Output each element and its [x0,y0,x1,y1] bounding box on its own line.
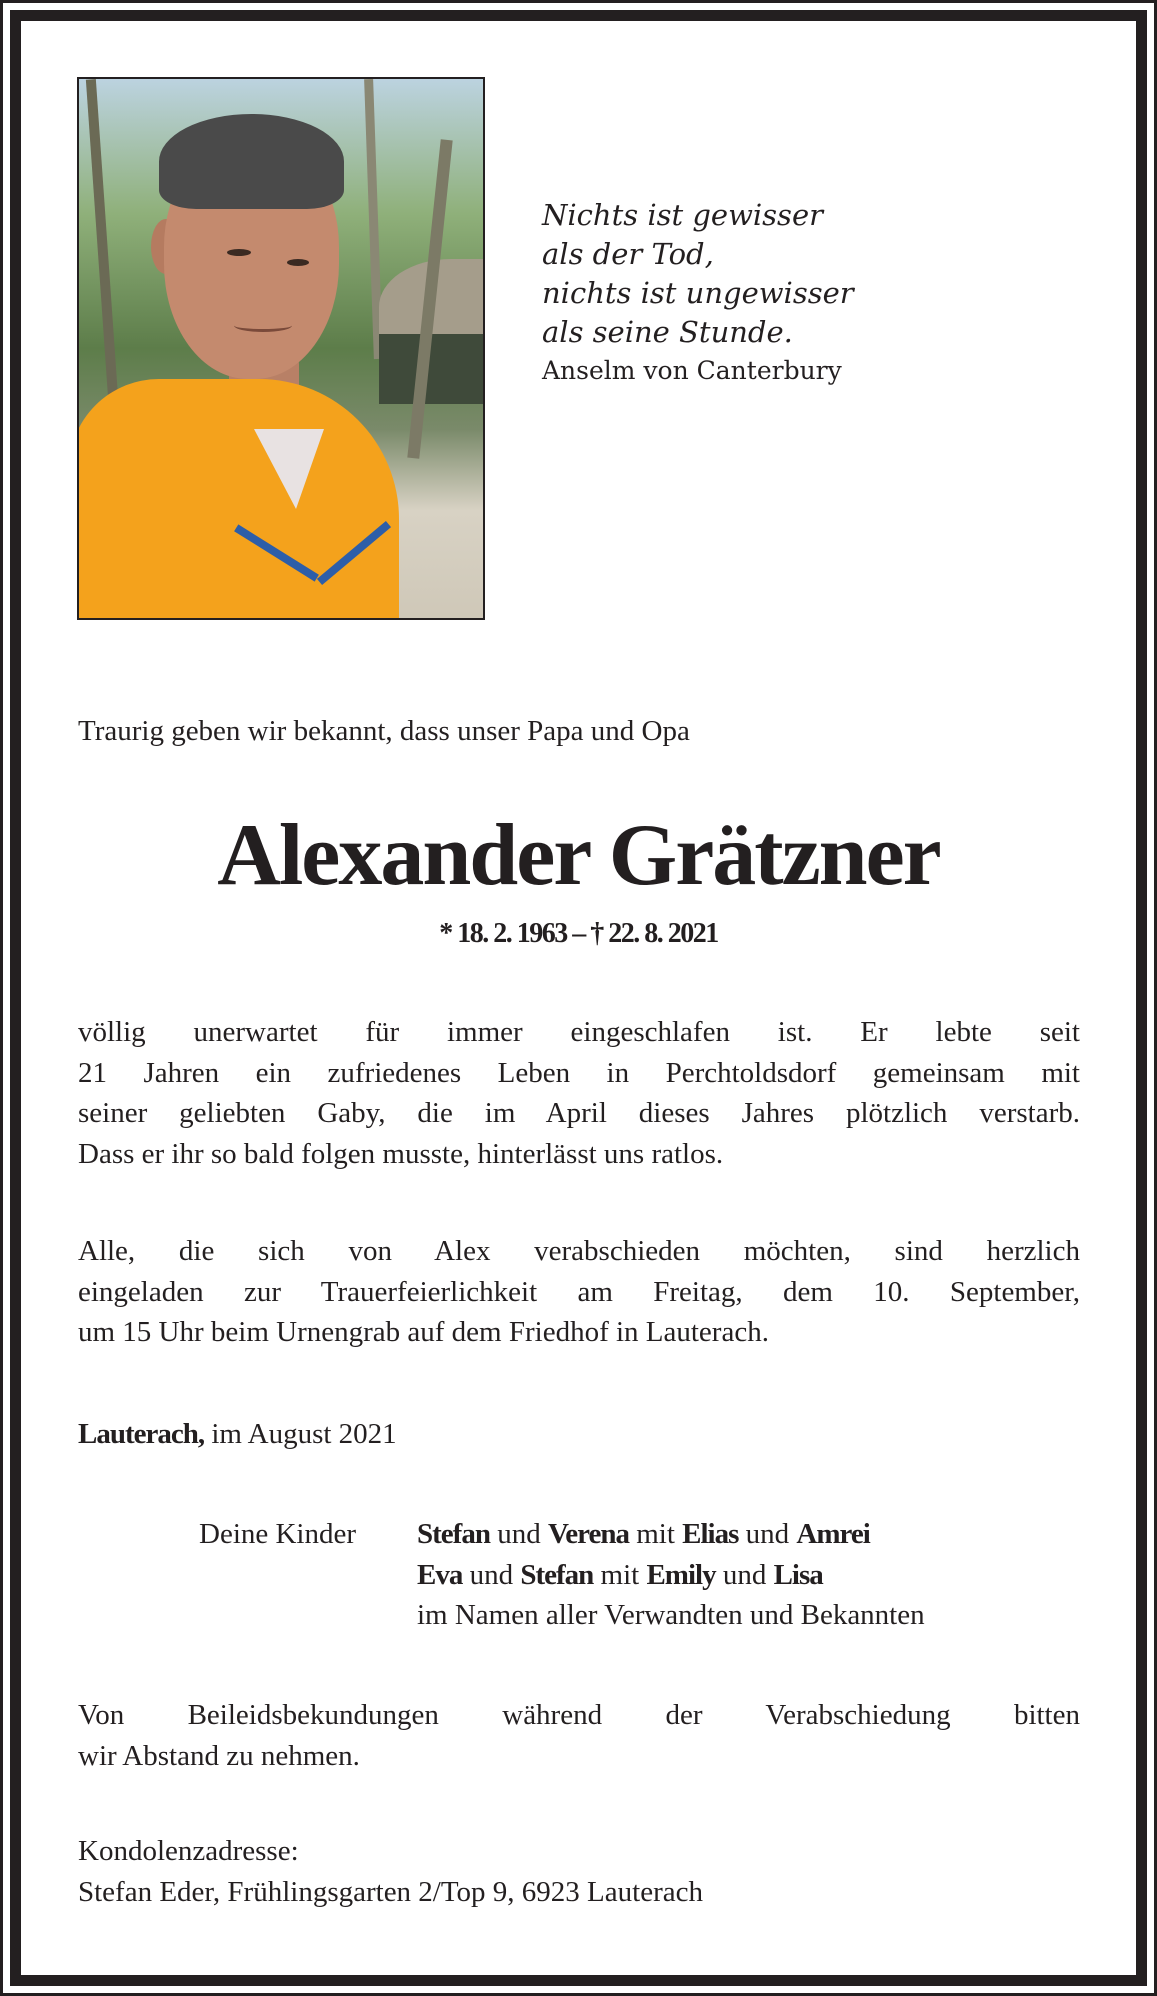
eye [227,249,251,256]
connector: mit [600,1558,640,1591]
family-member: Emily [646,1558,716,1591]
connector: und [469,1558,514,1591]
place-date [78,1414,397,1454]
text-line: eingeladen zur Trauerfeierlichkeit am Freitag, dem 10. September, [78,1275,1080,1308]
family-member: Elias [682,1518,739,1550]
quote-line: als seine Stunde. [542,315,793,349]
condolence-address-text: Stefan Eder, Frühlingsgarten 2/Top 9, 6923 Lauterach [78,1876,703,1908]
mouth [234,319,292,332]
family-member: Amrei [796,1518,870,1550]
paragraph-condolences-request [78,1695,1080,1776]
connector: und [745,1518,790,1550]
family-member: Lisa [773,1558,823,1591]
family-line [417,1514,925,1555]
quote-block [542,196,1062,390]
paragraph-announcement [78,1012,1080,1175]
place: Lauterach, [78,1418,205,1450]
family-line: im Namen aller Verwandten und Bekannten [417,1599,925,1631]
text-line: völlig unerwartet für immer eingeschlafen ist. Er lebte seit [78,1016,1080,1048]
text-line: seiner geliebten Gaby, die im April dieses Jahres plötzlich verstarb. [78,1097,1080,1130]
family-member: Eva [417,1558,463,1591]
text-line: Dass er ihr so bald folgen musste, hinterlässt uns ratlos. [78,1138,724,1171]
family-names [417,1514,925,1636]
date: im August 2021 [211,1418,397,1450]
family-member: Stefan [520,1558,594,1591]
condolence-label: Kondolenzadresse: [78,1835,299,1867]
palm-trunk [86,79,118,399]
family-intro: Deine Kinder [199,1518,357,1550]
text-line: Von Beileidsbekundungen während der Verabschiedung bitten [78,1699,1080,1731]
family-line [417,1555,925,1596]
deceased-name: Alexander Grätzner [217,807,940,904]
connector: mit [636,1518,675,1550]
quote-line: als der Tod, [542,237,714,271]
family-member: Stefan [417,1518,490,1550]
family-member: Verena [547,1518,629,1550]
connector: und [497,1518,541,1550]
quote-author: Anselm von Canterbury [542,356,842,385]
orange-shirt [77,379,399,620]
paragraph-ceremony [78,1231,1080,1353]
quote-line: nichts ist ungewisser [542,276,854,310]
text-line: 21 Jahren ein zufriedenes Leben in Perchtoldsdorf gemeinsam mit [78,1056,1080,1089]
life-dates: * 18. 2. 1963 – † 22. 8. 2021 [439,918,718,949]
text-line: um 15 Uhr beim Urnengrab auf dem Friedhof in Lauterach. [78,1316,769,1349]
hut-base [379,334,485,404]
condolence-address [78,1831,703,1913]
text-line: wir Abstand zu nehmen. [78,1739,360,1772]
portrait-photo [77,77,485,620]
intro-text: Traurig geben wir bekannt, dass unser Papa und Opa [78,715,690,747]
eye [287,259,309,266]
text-line: Alle, die sich von Alex verabschieden möchten, sind herzlich [78,1235,1080,1267]
hair [159,114,344,209]
quote-line: Nichts ist gewisser [542,198,823,232]
connector: und [722,1558,767,1591]
